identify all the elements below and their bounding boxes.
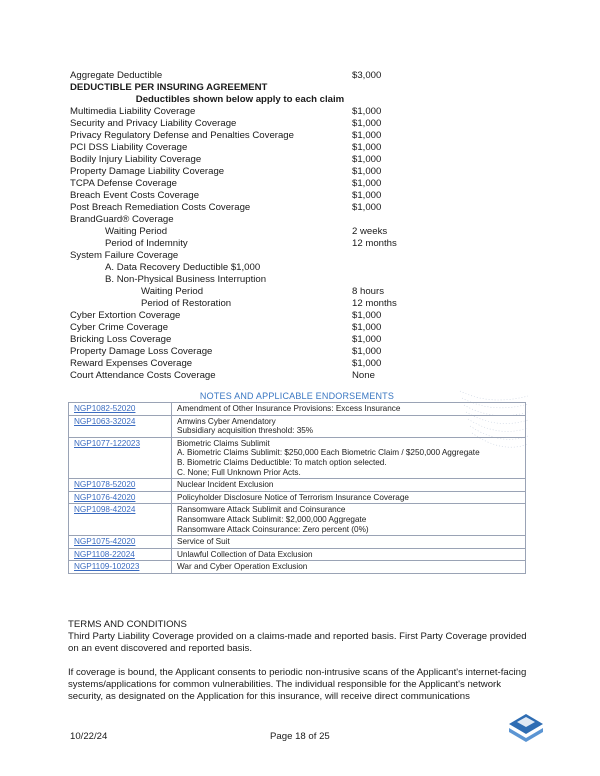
aggregate-deductible-row: [70, 70, 410, 82]
system-failure-item-a: A. Data Recovery Deductible $1,000: [105, 262, 261, 273]
endorsement-description: [172, 561, 526, 574]
deductible-row: [70, 190, 410, 202]
row-label: Court Attendance Costs Coverage: [70, 370, 216, 381]
row-label: PCI DSS Liability Coverage: [70, 142, 188, 153]
deductible-row: [70, 370, 410, 382]
row-label: Post Breach Remediation Costs Coverage: [70, 202, 251, 213]
row-label: Property Damage Loss Coverage: [70, 346, 213, 357]
description-line: Biometric Claims Sublimit: [177, 438, 270, 448]
row-value: None: [352, 370, 375, 381]
deductible-row: [70, 178, 410, 190]
row-label: Security and Privacy Liability Coverage: [70, 118, 237, 129]
deductible-rows: [70, 106, 410, 214]
deductible-row: [70, 334, 410, 346]
endorsement-description: [172, 536, 526, 549]
deductible-row: [70, 358, 410, 370]
row-value: $1,000: [352, 190, 382, 201]
description-line: War and Cyber Operation Exclusion: [177, 562, 308, 572]
endorsement-row: [69, 561, 526, 574]
row-label: Aggregate Deductible: [70, 70, 163, 81]
row-label: Privacy Regulatory Defense and Penalties Coverage: [70, 130, 294, 141]
endorsement-code-link[interactable]: NGP1108-22024: [69, 548, 172, 561]
description-line: Service of Suit: [177, 537, 230, 547]
description-line: A. Biometric Claims Sublimit: $250,000 Each Biometric Claim / $250,000 Aggregate: [177, 448, 480, 458]
section-subtitle: Deductibles shown below apply to each claim: [135, 94, 345, 105]
description-line: Ransomware Attack Sublimit and Coinsurance: [177, 505, 346, 515]
deductible-row: [70, 322, 410, 334]
section-title: DEDUCTIBLE PER INSURING AGREEMENT: [70, 82, 268, 93]
deductible-schedule: [70, 70, 410, 382]
endorsement-code-link[interactable]: NGP1078-52020: [69, 479, 172, 492]
row-label: Cyber Crime Coverage: [70, 322, 169, 333]
description-line: Amwins Cyber Amendatory: [177, 416, 276, 426]
endorsements-table: [68, 402, 526, 574]
row-value: $1,000: [352, 154, 382, 165]
endorsement-description: [172, 504, 526, 536]
endorsement-description: [172, 415, 526, 437]
row-value: $1,000: [352, 334, 382, 345]
terms-heading: TERMS AND CONDITIONS: [68, 619, 187, 630]
row-value: $1,000: [352, 358, 382, 369]
endorsement-row: [69, 491, 526, 504]
brandguard-waiting-row: Waiting Period 2 weeks: [105, 226, 388, 237]
system-failure-restoration-row: Period of Restoration 12 months: [141, 298, 397, 309]
system-failure-row: System Failure Coverage: [70, 250, 179, 261]
row-label: Reward Expenses Coverage: [70, 358, 193, 369]
row-value: $1,000: [352, 178, 382, 189]
row-label: Cyber Extortion Coverage: [70, 310, 181, 321]
endorsement-description: [172, 437, 526, 478]
description-line: Subsidiary acquisition threshold: 35%: [177, 426, 314, 436]
deductible-row: [70, 106, 410, 118]
deductible-row: [70, 202, 410, 214]
brandguard-row: BrandGuard® Coverage: [70, 214, 174, 225]
endorsement-row: [69, 437, 526, 478]
footer-date: 10/22/24: [70, 731, 108, 742]
description-line: Unlawful Collection of Data Exclusion: [177, 549, 313, 559]
endorsement-row: [69, 403, 526, 416]
brandguard-indemnity-row: Period of Indemnity 12 months: [105, 238, 397, 249]
deductible-row: [70, 118, 410, 130]
endorsement-row: [69, 415, 526, 437]
row-value: $1,000: [352, 106, 382, 117]
row-value: $1,000: [352, 346, 382, 357]
endorsement-code-link[interactable]: NGP1076-42020: [69, 491, 172, 504]
endorsement-code-link[interactable]: NGP1063-32024: [69, 415, 172, 437]
row-value: $1,000: [352, 142, 382, 153]
terms-paragraph-2: If coverage is bound, the Applicant consents to periodic non-intrusive scans of the Applicant's internet-facing systems/applications for common vulnerabilities. The individual responsible for the Applicant's network security, as designated on the Application for this insurance, will receive direct communications: [68, 667, 527, 702]
row-label: Multimedia Liability Coverage: [70, 106, 196, 117]
deductible-row: [70, 154, 410, 166]
row-value: $1,000: [352, 322, 382, 333]
deductible-row: [70, 346, 410, 358]
description-line: Nuclear Incident Exclusion: [177, 480, 274, 490]
endorsement-description: [172, 548, 526, 561]
row-label: Breach Event Costs Coverage: [70, 190, 200, 201]
row-value: $1,000: [352, 118, 382, 129]
terms-section: [68, 619, 530, 703]
terms-paragraph-1: Third Party Liability Coverage provided on a claims-made and reported basis. First Party Coverage provided on an event discovered and reported basis.: [68, 631, 527, 654]
endorsement-code-link[interactable]: NGP1109-102023: [69, 561, 172, 574]
row-value: $1,000: [352, 202, 382, 213]
deductible-row: [70, 142, 410, 154]
endorsement-code-link[interactable]: NGP1075-42020: [69, 536, 172, 549]
endorsement-code-link[interactable]: NGP1082-52020: [69, 403, 172, 416]
row-label: Property Damage Liability Coverage: [70, 166, 225, 177]
endorsement-code-link[interactable]: NGP1077-122023: [69, 437, 172, 478]
endorsement-row: [69, 479, 526, 492]
row-label: Bricking Loss Coverage: [70, 334, 172, 345]
deductible-row: [70, 310, 410, 322]
description-line: Ransomware Attack Coinsurance: Zero percent (0%): [177, 524, 369, 534]
endorsement-row: [69, 504, 526, 536]
endorsements-title: NOTES AND APPLICABLE ENDORSEMENTS: [199, 391, 395, 401]
description-line: Ransomware Attack Sublimit: $2,000,000 Aggregate: [177, 514, 367, 524]
endorsement-code-link[interactable]: NGP1098-42024: [69, 504, 172, 536]
description-line: Amendment of Other Insurance Provisions: Excess Insurance: [177, 404, 401, 413]
description-line: B. Biometric Claims Deductible: To match option selected.: [177, 457, 387, 467]
system-failure-waiting-row: Waiting Period 8 hours: [141, 286, 384, 297]
row-value: $1,000: [352, 166, 382, 177]
description-line: Policyholder Disclosure Notice of Terrorism Insurance Coverage: [177, 492, 409, 502]
system-failure-item-b: B. Non-Physical Business Interruption: [105, 274, 267, 285]
deductible-row: [70, 130, 410, 142]
description-line: C. None; Full Unknown Prior Acts.: [177, 467, 301, 477]
deductible-rows-2: [70, 310, 410, 382]
row-value: $1,000: [352, 130, 382, 141]
endorsement-description: [172, 403, 526, 416]
endorsement-row: [69, 548, 526, 561]
row-value: $3,000: [352, 70, 382, 81]
deductible-row: [70, 166, 410, 178]
row-label: Bodily Injury Liability Coverage: [70, 154, 202, 165]
company-logo-icon: [507, 712, 545, 746]
footer-page-number: Page 18 of 25: [270, 731, 330, 742]
endorsement-description: [172, 479, 526, 492]
endorsement-row: [69, 536, 526, 549]
row-label: TCPA Defense Coverage: [70, 178, 178, 189]
endorsement-description: [172, 491, 526, 504]
row-value: $1,000: [352, 310, 382, 321]
